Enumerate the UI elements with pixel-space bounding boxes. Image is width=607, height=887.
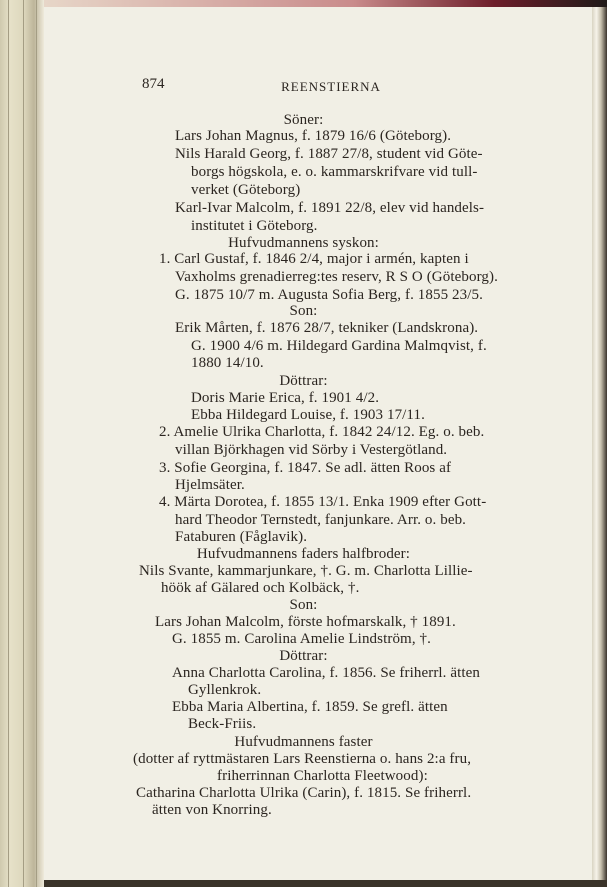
text-line: hard Theodor Ternstedt, fanjunkare. Arr. o. beb.	[175, 512, 467, 528]
text-line: 1880 14/10.	[191, 355, 264, 371]
text-line: G. 1875 10/7 m. Augusta Sofia Berg, f. 1855 23/5.	[175, 287, 483, 303]
text-line: 1. Carl Gustaf, f. 1846 2/4, major i armén, kapten i	[159, 251, 469, 267]
page-number: 874	[142, 76, 165, 92]
heading-son: Son:	[289, 597, 318, 613]
text-line: Gyllenkrok.	[188, 682, 262, 698]
heading-dottrar: Döttrar:	[279, 373, 328, 389]
text-line: borgs högskola, e. o. kammarskrifvare vid tull-	[191, 164, 478, 180]
text-line: Anna Charlotta Carolina, f. 1856. Se friherrl. ätten	[172, 665, 481, 681]
text-line: Erik Mårten, f. 1876 28/7, tekniker (Landskrona).	[175, 320, 479, 336]
text-line: Ebba Hildegard Louise, f. 1903 17/11.	[191, 407, 425, 423]
text-line: Karl-Ivar Malcolm, f. 1891 22/8, elev vid handels-	[175, 200, 485, 216]
text-line: friherrinnan Charlotta Fleetwood):	[217, 768, 428, 784]
text-line: Nils Harald Georg, f. 1887 27/8, student vid Göte-	[175, 146, 483, 162]
text-line: Nils Svante, kammarjunkare, †. G. m. Charlotta Lillie-	[139, 563, 473, 579]
text-line: 3. Sofie Georgina, f. 1847. Se adl. ätten Roos af	[159, 460, 452, 476]
book-gutter	[0, 0, 44, 887]
text-line: höök af Gälared och Kolbäck, †.	[161, 580, 360, 596]
text-line: G. 1855 m. Carolina Amelie Lindström, †.	[172, 631, 431, 647]
running-title: REENSTIERNA	[281, 79, 381, 94]
heading-son: Son:	[289, 303, 318, 319]
text-line: Vaxholms grenadierreg:tes reserv, R S O (Göteborg).	[175, 269, 498, 285]
text-line: Lars Johan Malcolm, förste hofmarskalk, † 1891.	[155, 614, 456, 630]
text-line: Catharina Charlotta Ulrika (Carin), f. 1815. Se friherrl.	[136, 785, 472, 801]
text-line: ätten von Knorring.	[152, 802, 272, 818]
text-line: Doris Marie Erica, f. 1901 4/2.	[191, 390, 380, 406]
text-line: (dotter af ryttmästaren Lars Reenstierna o. hans 2:a fru,	[133, 751, 472, 767]
text-line: verket (Göteborg)	[191, 182, 301, 198]
text-line: Hjelmsäter.	[175, 477, 245, 493]
text-line: Ebba Maria Albertina, f. 1859. Se grefl. ätten	[172, 699, 448, 715]
text-line: villan Björkhagen vid Sörby i Vestergötland.	[175, 442, 448, 458]
text-line: Beck-Friis.	[188, 716, 257, 732]
heading-dottrar: Döttrar:	[279, 648, 328, 664]
heading-syskon: Hufvudmannens syskon:	[228, 235, 379, 251]
text-line: G. 1900 4/6 m. Hildegard Gardina Malmqvist, f.	[191, 338, 487, 354]
text-line: institutet i Göteborg.	[191, 218, 318, 234]
heading-faster: Hufvudmannens faster	[234, 734, 373, 750]
heading-soner: Söner:	[283, 112, 324, 128]
text-line: 2. Amelie Ulrika Charlotta, f. 1842 24/12. Eg. o. beb.	[159, 424, 485, 440]
text-line: Lars Johan Magnus, f. 1879 16/6 (Göteborg).	[175, 128, 452, 144]
gutter-line	[8, 0, 9, 887]
heading-halfbroder: Hufvudmannens faders halfbroder:	[196, 546, 411, 562]
gutter-line	[36, 0, 37, 887]
text-line: 4. Märta Dorotea, f. 1855 13/1. Enka 1909 efter Gott-	[159, 494, 487, 510]
page-bottom-edge	[44, 880, 607, 887]
text-line: Fataburen (Fåglavik).	[175, 529, 308, 545]
gutter-line	[23, 0, 24, 887]
